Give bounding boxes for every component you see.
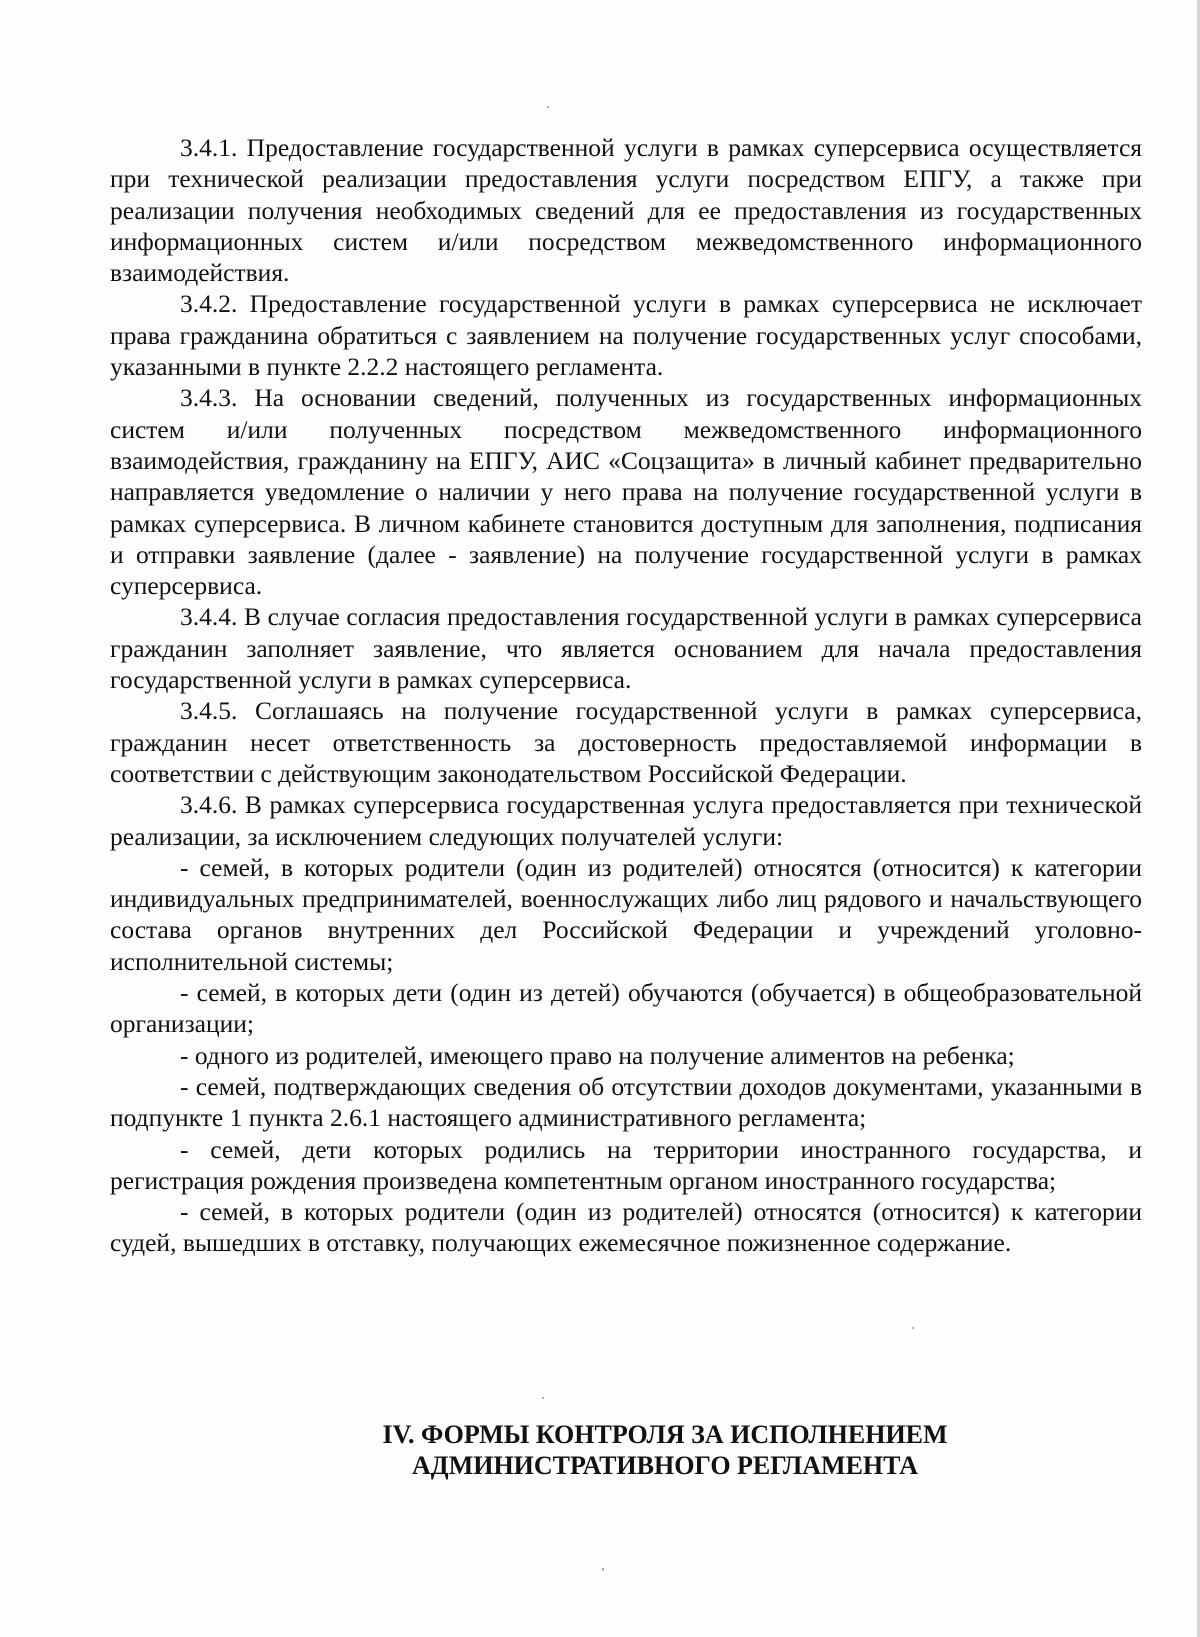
section-heading-line-1: IV. ФОРМЫ КОНТРОЛЯ ЗА ИСПОЛНЕНИЕМ [382,1420,948,1449]
paragraph-3-4-2: 3.4.2. Предоставление государственной услуги в рамках суперсервиса не исключает права гражданина обратиться с заявлением на получение государственных услуг способами, указанными в пункте 2.2.2 настоящего регламента. [110,289,1142,382]
paragraph-3-4-5: 3.4.5. Соглашаясь на получение государственной услуги в рамках суперсервиса, гражданин несет ответственность за достоверность предоставляемой информации в соответствии с действующим законодательством Российской Федерации. [110,696,1142,788]
scan-speck [602,1568,604,1571]
list-item-exception: - семей, в которых родители (один из родителей) относятся (относится) к категории индивидуальных предпринимателей, военнослужащих либо лиц рядового и начальствующего состава органов внутренних дел Российской Федерации и учреждений уголовно-исполнительной системы; [110,852,1142,976]
scan-speck [547,106,549,108]
scan-speck [542,1397,544,1399]
list-item-exception: - одного из родителей, имеющего право на получение алиментов на ребенка; [180,1040,1015,1070]
paragraph-3-4-6: 3.4.6. В рамках суперсервиса государственная услуга предоставляется при технической реализации, за исключением следующих получателей услуги: [110,790,1142,851]
paragraph-3-4-4: 3.4.4. В случае согласия предоставления государственной услуги в рамках суперсервиса гражданин заполняет заявление, что является основанием для начала предоставления государственной услуги в рамках суперсервиса. [110,602,1142,695]
scan-speck [912,1327,914,1329]
document-body [110,132,1142,1259]
paragraph-3-4-1: 3.4.1. Предоставление государственной услуги в рамках суперсервиса осуществляется при технической реализации предоставления услуги посредством ЕПГУ, а также при реализации получения необходимых сведений для ее предоставления из государственных информационных систем и/или посредством межведомственного информационного взаимодействия. [110,133,1142,288]
list-item-exception: - семей, дети которых родились на территории иностранного государства, и регистрация рождения произведена компетентным органом иностранного государства; [110,1134,1142,1195]
section-heading [110,1419,1200,1481]
list-item-exception: - семей, в которых дети (один из детей) обучаются (обучается) в общеобразовательной организации; [110,978,1142,1039]
list-item-exception: - семей, в которых родители (один из родителей) относятся (относится) к категории судей, вышедших в отставку, получающих ежемесячное пожизненное содержание. [110,1197,1142,1258]
section-heading-line-2: АДМИНИСТРАТИВНОГО РЕГЛАМЕНТА [412,1451,918,1480]
list-item-exception: - семей, подтверждающих сведения об отсутствии доходов документами, указанными в подпункте 1 пункта 2.6.1 настоящего административного регламента; [110,1071,1142,1133]
paragraph-3-4-3: 3.4.3. На основании сведений, полученных из государственных информационных систем и/или полученных посредством межведомственного информационного взаимодействия, гражданину на ЕПГУ, АИС «Соцзащита» в личный кабинет предварительно направляется уведомление о наличии у него права на получение государственной услуги в рамках суперсервиса. В личном кабинете становится доступным для заполнения, подписания и отправки заявление (далее - заявление) на получение государственной услуги в рамках суперсервиса. [110,383,1142,601]
